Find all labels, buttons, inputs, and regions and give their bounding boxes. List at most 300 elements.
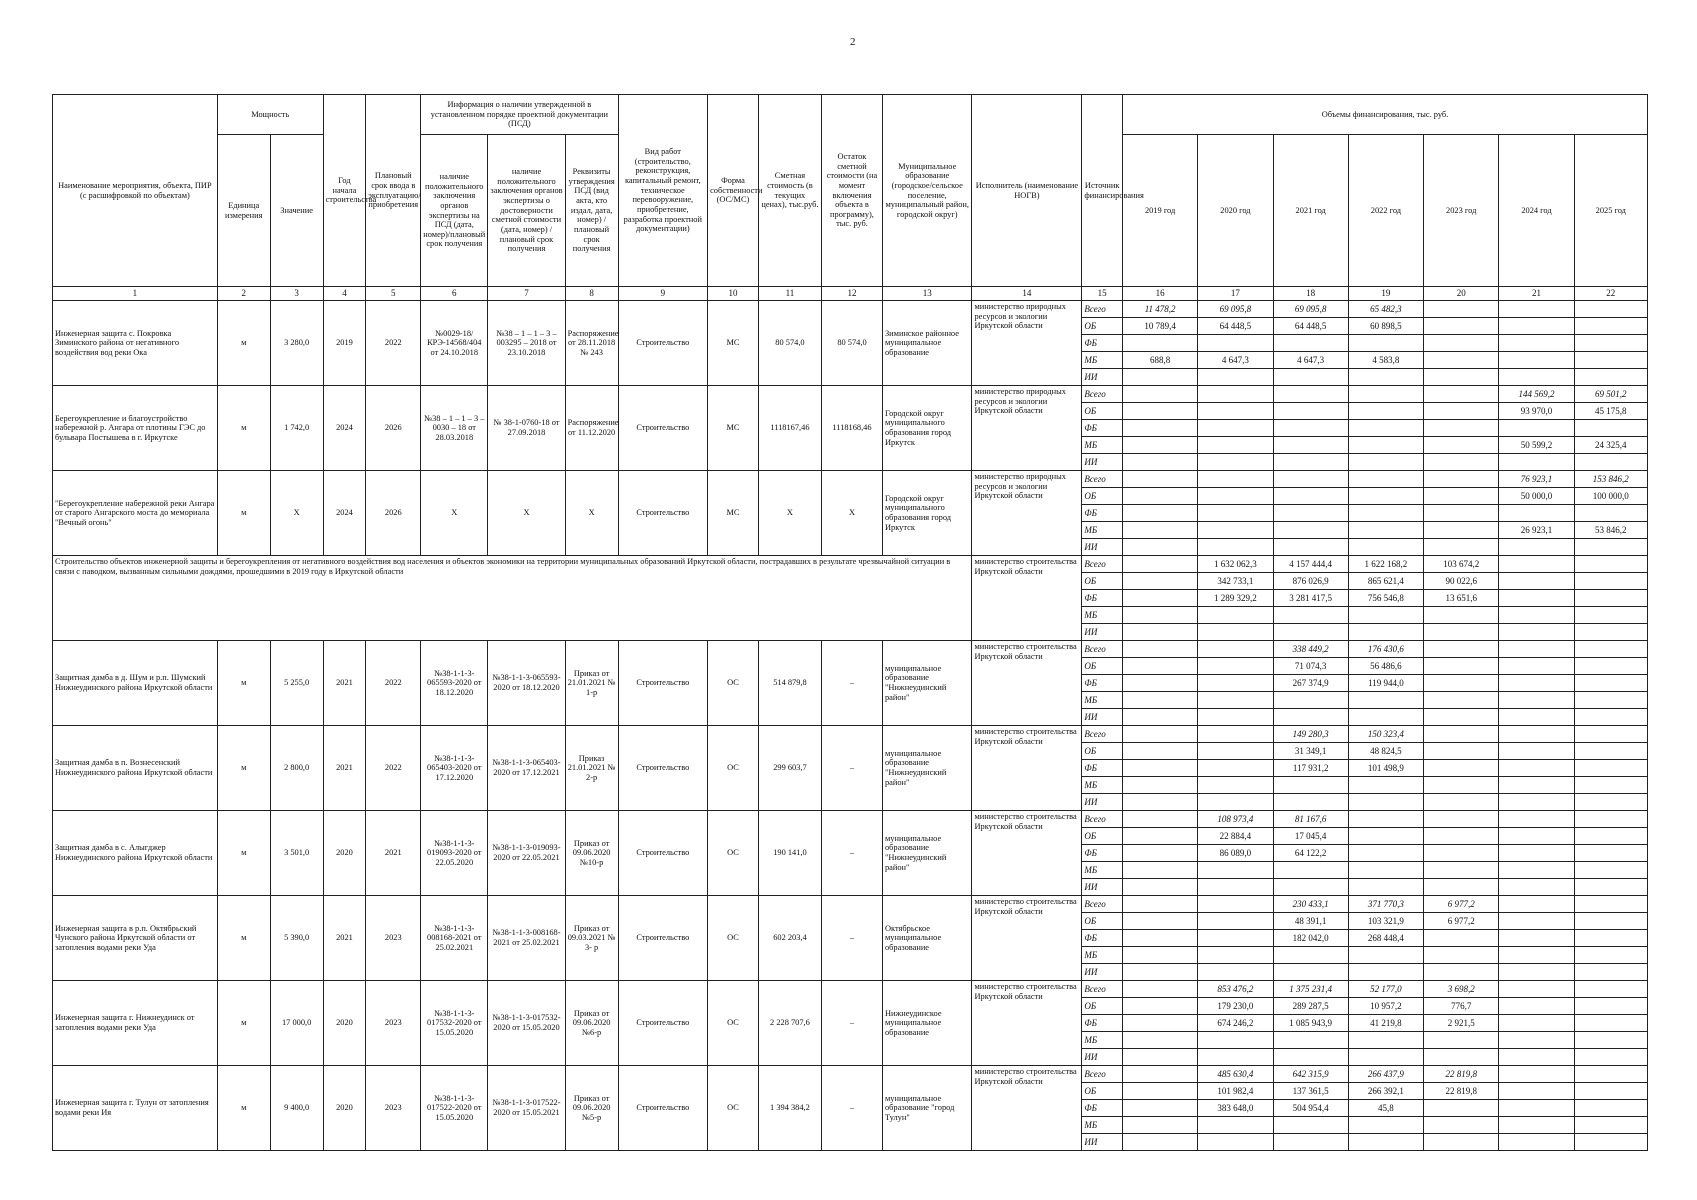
source-label: ОБ (1082, 913, 1123, 930)
financing-value (1123, 709, 1198, 726)
financing-value (1574, 1083, 1647, 1100)
unit-cell: м (217, 896, 270, 981)
financing-value (1574, 573, 1647, 590)
financing-value: 90 022,6 (1424, 573, 1499, 590)
financing-value (1123, 556, 1198, 573)
financing-value (1273, 522, 1348, 539)
financing-value: 776,7 (1424, 998, 1499, 1015)
financing-value (1499, 879, 1574, 896)
financing-value: 103 674,2 (1424, 556, 1499, 573)
municipality: Нижнеудинское муниципальное образование (882, 981, 972, 1066)
col-number: 5 (366, 287, 421, 301)
source-label: ФБ (1082, 845, 1123, 862)
financing-value (1273, 471, 1348, 488)
financing-value (1273, 1117, 1348, 1134)
psd-cost-expertise: Х (488, 471, 565, 556)
financing-value: 24 325,4 (1574, 437, 1647, 454)
work-type: Строительство (618, 726, 708, 811)
financing-value (1198, 403, 1273, 420)
financing-value: 108 973,4 (1198, 811, 1273, 828)
col-municipality-header: Муниципальное образование (городское/сельское поселение, муниципальный район, городской округ) (882, 95, 972, 287)
executor: министерство природных ресурсов и экологии Иркутской области (972, 471, 1082, 556)
financing-value (1574, 318, 1647, 335)
col-remaining-header: Остаток сметной стоимости (на момент включения объекта в программу), тыс. руб. (821, 95, 882, 287)
financing-value (1348, 964, 1423, 981)
financing-value: 338 449,2 (1273, 641, 1348, 658)
capacity-value: 3 501,0 (270, 811, 323, 896)
financing-value: 45,8 (1348, 1100, 1423, 1117)
financing-value (1348, 454, 1423, 471)
financing-value: 71 074,3 (1273, 658, 1348, 675)
source-label: МБ (1082, 352, 1123, 369)
table-row (53, 896, 1648, 913)
financing-value (1198, 743, 1273, 760)
financing-value (1198, 1117, 1273, 1134)
financing-value (1123, 1083, 1198, 1100)
financing-value (1123, 692, 1198, 709)
col-number: 6 (421, 287, 488, 301)
financing-value: 342 733,1 (1198, 573, 1273, 590)
financing-value (1574, 658, 1647, 675)
financing-value (1424, 352, 1499, 369)
financing-value (1574, 1117, 1647, 1134)
financing-value (1123, 488, 1198, 505)
col-psd-cost-header: наличие положительного заключения органов экспертизы о достоверности сметной стоимости (дата, номер) / плановый срок получения (488, 135, 565, 287)
financing-value: 1 632 062,3 (1198, 556, 1273, 573)
financing-value (1123, 590, 1198, 607)
municipality: Городской округ муниципального образования город Иркутск (882, 471, 972, 556)
financing-value (1424, 743, 1499, 760)
financing-value (1198, 896, 1273, 913)
executor: министерство строительства Иркутской области (972, 641, 1082, 726)
financing-value (1574, 420, 1647, 437)
col-plan-term-header: Плановый срок ввода в эксплуатацию/приобретения (366, 95, 421, 287)
financing-value (1348, 811, 1423, 828)
financing-value (1499, 590, 1574, 607)
col-unit-header: Единица измерения (217, 135, 270, 287)
source-label: ИИ (1082, 539, 1123, 556)
financing-value (1499, 454, 1574, 471)
financing-value (1123, 1015, 1198, 1032)
capacity-value: 3 280,0 (270, 301, 323, 386)
financing-value: 1 622 168,2 (1348, 556, 1423, 573)
table-row (53, 641, 1648, 658)
financing-value (1123, 811, 1198, 828)
financing-value (1424, 777, 1499, 794)
financing-value: 64 448,5 (1273, 318, 1348, 335)
psd-expertise: №38-1-1-3-065593-2020 от 18.12.2020 (421, 641, 488, 726)
financing-value (1574, 301, 1647, 318)
financing-value: 853 476,2 (1198, 981, 1273, 998)
source-label: ОБ (1082, 658, 1123, 675)
work-type: Строительство (618, 471, 708, 556)
start-year: 2020 (323, 811, 366, 896)
financing-value: 4 647,3 (1273, 352, 1348, 369)
col-number: 8 (565, 287, 618, 301)
financing-value: 4 157 444,4 (1273, 556, 1348, 573)
object-name: Берегоукрепление и благоустройство набережной р. Ангара от плотины ГЭС до бульвара Постышева в г. Иркутске (53, 386, 218, 471)
financing-value (1574, 505, 1647, 522)
financing-value: 1 375 231,4 (1273, 981, 1348, 998)
financing-value (1123, 913, 1198, 930)
object-name: Защитная дамба в п. Вознесенский Нижнеудинского района Иркутской области (53, 726, 218, 811)
source-label: МБ (1082, 1117, 1123, 1134)
financing-value (1123, 624, 1198, 641)
financing-value (1123, 471, 1198, 488)
financing-value (1198, 420, 1273, 437)
capacity-value: 2 800,0 (270, 726, 323, 811)
financing-value (1424, 454, 1499, 471)
financing-value (1123, 964, 1198, 981)
source-label: Всего (1082, 811, 1123, 828)
financing-value (1198, 539, 1273, 556)
financing-value (1348, 947, 1423, 964)
municipality: муниципальное образование "Нижнеудинский район" (882, 641, 972, 726)
financing-value (1123, 1117, 1198, 1134)
financing-value: 13 651,6 (1424, 590, 1499, 607)
financing-value (1123, 454, 1198, 471)
financing-value (1574, 335, 1647, 352)
table-row (53, 981, 1648, 998)
source-label: МБ (1082, 522, 1123, 539)
financing-value (1499, 930, 1574, 947)
financing-value (1123, 369, 1198, 386)
financing-value (1123, 1134, 1198, 1151)
financing-value: 52 177,0 (1348, 981, 1423, 998)
plan-year: 2022 (366, 641, 421, 726)
unit-cell: м (217, 1066, 270, 1151)
source-label: Всего (1082, 896, 1123, 913)
financing-value (1198, 454, 1273, 471)
financing-value (1198, 522, 1273, 539)
executor: министерство строительства Иркутской области (972, 726, 1082, 811)
financing-value (1424, 318, 1499, 335)
capacity-value: 17 000,0 (270, 981, 323, 1066)
financing-value (1424, 1117, 1499, 1134)
financing-value: 64 448,5 (1198, 318, 1273, 335)
financing-value (1574, 896, 1647, 913)
source-label: ФБ (1082, 1015, 1123, 1032)
plan-year: 2022 (366, 726, 421, 811)
remaining-cost: – (821, 641, 882, 726)
financing-value (1123, 760, 1198, 777)
financing-value (1574, 726, 1647, 743)
financing-value: 137 361,5 (1273, 1083, 1348, 1100)
financing-value (1499, 862, 1574, 879)
object-name: Инженерная защита в р.п. Октябрьский Чунского района Иркутской области от затопления водами реки Уда (53, 896, 218, 981)
financing-value: 101 982,4 (1198, 1083, 1273, 1100)
financing-value: 81 167,6 (1273, 811, 1348, 828)
financing-value (1424, 301, 1499, 318)
financing-value (1198, 879, 1273, 896)
remaining-cost: – (821, 1066, 882, 1151)
psd-approval: Приказ от 09.06.2020 №6-р (565, 981, 618, 1066)
financing-value (1424, 709, 1499, 726)
financing-value: 688,8 (1123, 352, 1198, 369)
column-number-row (53, 287, 1648, 301)
financing-value: 153 846,2 (1574, 471, 1647, 488)
financing-value (1424, 726, 1499, 743)
financing-value (1574, 777, 1647, 794)
financing-value (1123, 607, 1198, 624)
financing-value (1273, 777, 1348, 794)
psd-approval: Приказ от 09.06.2020 №5-р (565, 1066, 618, 1151)
financing-value: 119 944,0 (1348, 675, 1423, 692)
financing-value (1574, 692, 1647, 709)
financing-value: 100 000,0 (1574, 488, 1647, 505)
executor: министерство строительства Иркутской области (972, 981, 1082, 1066)
source-label: ИИ (1082, 964, 1123, 981)
col-number: 14 (972, 287, 1082, 301)
financing-value (1198, 641, 1273, 658)
financing-value (1348, 335, 1423, 352)
financing-value (1499, 811, 1574, 828)
col-number: 18 (1273, 287, 1348, 301)
financing-value (1198, 505, 1273, 522)
financing-value (1499, 743, 1574, 760)
financing-value (1123, 522, 1198, 539)
financing-value: 176 430,6 (1348, 641, 1423, 658)
financing-value (1499, 658, 1574, 675)
financing-value (1424, 641, 1499, 658)
financing-value: 674 246,2 (1198, 1015, 1273, 1032)
financing-value (1348, 1134, 1423, 1151)
estimate-cost: 299 603,7 (758, 726, 821, 811)
financing-value: 6 977,2 (1424, 896, 1499, 913)
municipality: Городской округ муниципального образования город Иркутск (882, 386, 972, 471)
financing-value (1424, 539, 1499, 556)
col-estimate-header: Сметная стоимость (в текущих ценах), тыс.руб. (758, 95, 821, 287)
financing-value (1198, 760, 1273, 777)
financing-value (1424, 403, 1499, 420)
psd-cost-expertise: №38-1-1-3-008168-2021 от 25.02.2021 (488, 896, 565, 981)
financing-value (1424, 369, 1499, 386)
financing-value: 101 498,9 (1348, 760, 1423, 777)
object-name: Защитная дамба в д. Шум и р.п. Шумский Нижнеудинского района Иркутской области (53, 641, 218, 726)
financing-value (1424, 607, 1499, 624)
psd-approval: Распоряжение от 28.11.2018 № 243 (565, 301, 618, 386)
financing-value (1574, 369, 1647, 386)
financing-value (1499, 539, 1574, 556)
financing-value (1198, 1134, 1273, 1151)
col-year-2024: 2024 год (1499, 135, 1574, 287)
remaining-cost: Х (821, 471, 882, 556)
financing-value (1273, 692, 1348, 709)
remaining-cost: 80 574,0 (821, 301, 882, 386)
source-label: ФБ (1082, 930, 1123, 947)
psd-expertise: №38 – 1 – 1 – 3 – 0030 – 18 от 28.03.2018 (421, 386, 488, 471)
financing-value (1198, 386, 1273, 403)
financing-value (1123, 828, 1198, 845)
start-year: 2021 (323, 641, 366, 726)
financing-value: 26 923,1 (1499, 522, 1574, 539)
financing-value (1198, 658, 1273, 675)
financing-value (1499, 335, 1574, 352)
table-row (53, 386, 1648, 403)
col-year-2020: 2020 год (1198, 135, 1273, 287)
financing-value (1574, 1015, 1647, 1032)
financing-value (1273, 505, 1348, 522)
psd-approval: Приказ 21.01.2021 № 2-р (565, 726, 618, 811)
executor: министерство строительства Иркутской области (972, 811, 1082, 896)
financing-value (1273, 794, 1348, 811)
financing-value (1273, 539, 1348, 556)
work-type: Строительство (618, 1066, 708, 1151)
financing-value (1574, 947, 1647, 964)
work-type: Строительство (618, 641, 708, 726)
unit-cell: м (217, 301, 270, 386)
financing-value (1273, 1049, 1348, 1066)
financing-value: 10 789,4 (1123, 318, 1198, 335)
financing-value (1424, 1032, 1499, 1049)
col-year-2021: 2021 год (1273, 135, 1348, 287)
source-label: ФБ (1082, 590, 1123, 607)
financing-value: 756 546,8 (1348, 590, 1423, 607)
col-number: 3 (270, 287, 323, 301)
financing-value (1499, 1134, 1574, 1151)
work-type: Строительство (618, 981, 708, 1066)
work-type: Строительство (618, 386, 708, 471)
financing-value (1123, 862, 1198, 879)
municipality: Октябрьское муниципальное образование (882, 896, 972, 981)
col-executor-header: Исполнитель (наименование НОГВ) (972, 95, 1082, 287)
financing-value (1424, 420, 1499, 437)
financing-value (1499, 1083, 1574, 1100)
financing-value (1424, 1049, 1499, 1066)
source-label: ОБ (1082, 403, 1123, 420)
unit-cell: м (217, 471, 270, 556)
col-psd-expertise-header: наличие положительного заключения органов экспертизы на ПСД (дата, номер)/плановый срок получения (421, 135, 488, 287)
financing-value: 10 957,2 (1348, 998, 1423, 1015)
financing-value (1123, 930, 1198, 947)
financing-value (1123, 1049, 1198, 1066)
col-psd-info-header: Информация о наличии утвержденной в установленном порядке проектной документации (ПСД) (421, 95, 618, 135)
plan-year: 2023 (366, 981, 421, 1066)
financing-value (1424, 437, 1499, 454)
financing-value: 266 437,9 (1348, 1066, 1423, 1083)
work-type: Строительство (618, 811, 708, 896)
financing-value: 103 321,9 (1348, 913, 1423, 930)
financing-value (1424, 862, 1499, 879)
financing-value: 485 630,4 (1198, 1066, 1273, 1083)
col-number: 20 (1424, 287, 1499, 301)
financing-value (1273, 862, 1348, 879)
estimate-cost: 1 394 384,2 (758, 1066, 821, 1151)
financing-value (1499, 913, 1574, 930)
financing-value: 48 391,1 (1273, 913, 1348, 930)
psd-expertise: №38-1-1-3-017522-2020 от 15.05.2020 (421, 1066, 488, 1151)
work-type: Строительство (618, 301, 708, 386)
financing-value (1499, 675, 1574, 692)
financing-value (1123, 641, 1198, 658)
financing-value (1499, 641, 1574, 658)
capacity-value: 1 742,0 (270, 386, 323, 471)
financing-value: 45 175,8 (1574, 403, 1647, 420)
financing-value (1273, 420, 1348, 437)
psd-expertise: Х (421, 471, 488, 556)
financing-value (1424, 471, 1499, 488)
source-label: Всего (1082, 556, 1123, 573)
source-label: ФБ (1082, 335, 1123, 352)
financing-value (1348, 488, 1423, 505)
financing-value (1198, 624, 1273, 641)
financing-value (1123, 1032, 1198, 1049)
financing-table (52, 94, 1648, 1151)
plan-year: 2026 (366, 386, 421, 471)
col-number: 13 (882, 287, 972, 301)
source-label: МБ (1082, 1032, 1123, 1049)
financing-value (1273, 335, 1348, 352)
financing-value (1273, 437, 1348, 454)
financing-value (1348, 437, 1423, 454)
section-row (53, 556, 1648, 573)
financing-value (1123, 777, 1198, 794)
source-label: Всего (1082, 1066, 1123, 1083)
financing-value: 3 698,2 (1424, 981, 1499, 998)
financing-value (1348, 828, 1423, 845)
remaining-cost: – (821, 896, 882, 981)
financing-value (1198, 709, 1273, 726)
remaining-cost: – (821, 981, 882, 1066)
financing-value (1198, 437, 1273, 454)
financing-value (1499, 420, 1574, 437)
financing-value (1424, 675, 1499, 692)
financing-value (1273, 964, 1348, 981)
table-row (53, 811, 1648, 828)
financing-value (1273, 369, 1348, 386)
financing-value (1424, 522, 1499, 539)
financing-value (1499, 760, 1574, 777)
financing-value: 266 392,1 (1348, 1083, 1423, 1100)
financing-value (1574, 352, 1647, 369)
financing-value (1574, 811, 1647, 828)
financing-value (1198, 913, 1273, 930)
financing-value (1499, 981, 1574, 998)
source-label: ФБ (1082, 1100, 1123, 1117)
financing-value: 3 281 417,5 (1273, 590, 1348, 607)
financing-value (1424, 760, 1499, 777)
col-number: 9 (618, 287, 708, 301)
source-label: ИИ (1082, 624, 1123, 641)
financing-value (1499, 1066, 1574, 1083)
start-year: 2021 (323, 726, 366, 811)
start-year: 2024 (323, 386, 366, 471)
financing-value (1574, 675, 1647, 692)
financing-value (1424, 845, 1499, 862)
source-label: ИИ (1082, 794, 1123, 811)
financing-value (1499, 896, 1574, 913)
financing-value (1574, 964, 1647, 981)
financing-value (1574, 590, 1647, 607)
col-number: 4 (323, 287, 366, 301)
financing-value (1123, 794, 1198, 811)
financing-value (1499, 1117, 1574, 1134)
source-label: Всего (1082, 641, 1123, 658)
financing-value (1123, 743, 1198, 760)
financing-value (1574, 743, 1647, 760)
financing-value (1574, 1066, 1647, 1083)
col-year-2025: 2025 год (1574, 135, 1647, 287)
financing-value (1499, 1100, 1574, 1117)
ownership: ОС (708, 1066, 759, 1151)
start-year: 2020 (323, 981, 366, 1066)
psd-expertise: №38-1-1-3-019093-2020 от 22.05.2020 (421, 811, 488, 896)
remaining-cost: – (821, 811, 882, 896)
financing-value (1273, 1134, 1348, 1151)
psd-cost-expertise: №38-1-1-3-019093-2020 от 22.05.2021 (488, 811, 565, 896)
financing-value (1348, 624, 1423, 641)
financing-value (1574, 862, 1647, 879)
